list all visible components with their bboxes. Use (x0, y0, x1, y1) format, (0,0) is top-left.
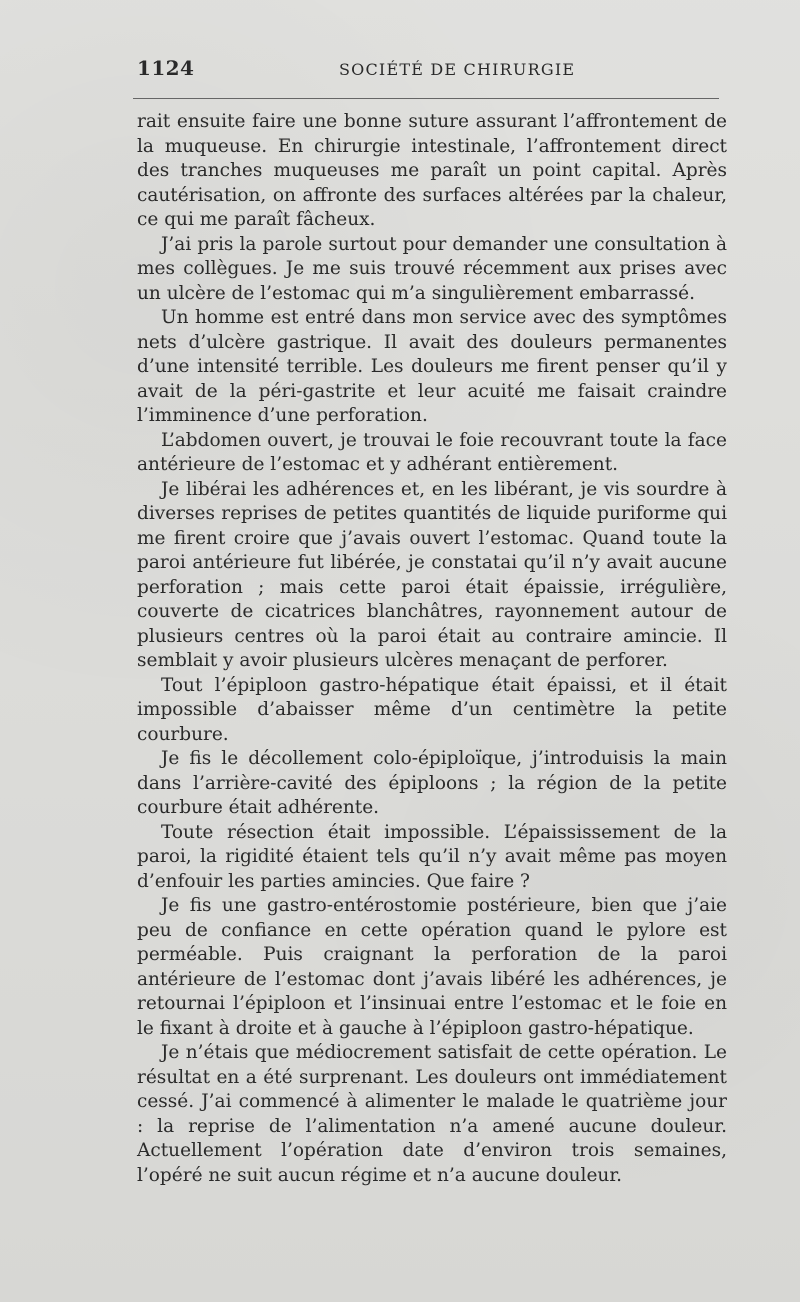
running-head: SOCIÉTÉ DE CHIRURGIE (339, 60, 576, 79)
paragraph: rait ensuite faire une bonne suture assurant l’affrontement de la muqueuse. En chirurgie intestinale, l’affrontement direct des tranches muqueuses me paraît un point capital. Après cautérisation, on affronte des surfaces altérées par la chaleur, ce qui me paraît fâcheux. (137, 111, 727, 230)
paragraph: L’abdomen ouvert, je trouvai le foie recouvrant toute la face antérieure de l’estomac et y adhérant entièrement. (137, 429, 727, 475)
page-header (137, 56, 717, 86)
paragraph: J’ai pris la parole surtout pour demander une consultation à mes collègues. Je me suis trouvé récemment aux prises avec un ulcère de l’estomac qui m’a singulièrement embarrassé. (137, 233, 727, 304)
paragraph: Je libérai les adhérences et, en les libérant, je vis sourdre à diverses reprises de petites quantités de liquide puriforme qui me firent croire que j’avais ouvert l’estomac. Quand toute la paroi antérieure fut libérée, je constatai qu’il n’y avait aucune perforation ; mais cette paroi était épaissie, irrégulière, couverte de cicatrices blanchâtres, rayonnement autour de plusieurs centres où la paroi était au contraire amincie. Il semblait y avoir plusieurs ulcères menaçant de perforer. (137, 478, 727, 671)
body-text (137, 110, 727, 1188)
paragraph: Je fis le décollement colo-épiploïque, j’introduisis la main dans l’arrière-cavité des épiploons ; la région de la petite courbure était adhérente. (137, 748, 727, 818)
header-rule (133, 98, 719, 99)
paragraph: Un homme est entré dans mon service avec des symptômes nets d’ulcère gastrique. Il avait des douleurs permanentes d’une intensité terrible. Les douleurs me firent penser qu’il y avait de la péri-gastrite et leur acuité me faisait craindre l’imminence d’une perforation. (137, 307, 727, 426)
paragraph: Je fis une gastro-entérostomie postérieure, bien que j’aie peu de confiance en cette opération quand le pylore est perméable. Puis craignant la perforation de la paroi antérieure de l’estomac dont j’avais libéré les adhérences, je retournai l’épiploon et l’insinuai entre l’estomac et le foie en le fixant à droite et à gauche à l’épiploon gastro-hépatique. (137, 895, 727, 1039)
paragraph: Toute résection était impossible. L’épaississement de la paroi, la rigidité étaient tels qu’il n’y avait même pas moyen d’enfouir les parties amincies. Que faire ? (137, 821, 727, 892)
paragraph: Tout l’épiploon gastro-hépatique était épaissi, et il était impossible d’abaisser même d’un centimètre la petite courbure. (137, 674, 727, 745)
paragraph: Je n’étais que médiocrement satisfait de cette opération. Le résultat en a été surprenant. Les douleurs ont immédiatement cessé. J’ai commencé à alimenter le malade le quatrième jour : la reprise de l’alimentation n’a amené aucune douleur. Actuellement l’opération date d’environ trois semaines, l’opéré ne suit aucun régime et n’a aucune douleur. (137, 1042, 727, 1186)
page-number: 1124 (137, 56, 195, 80)
